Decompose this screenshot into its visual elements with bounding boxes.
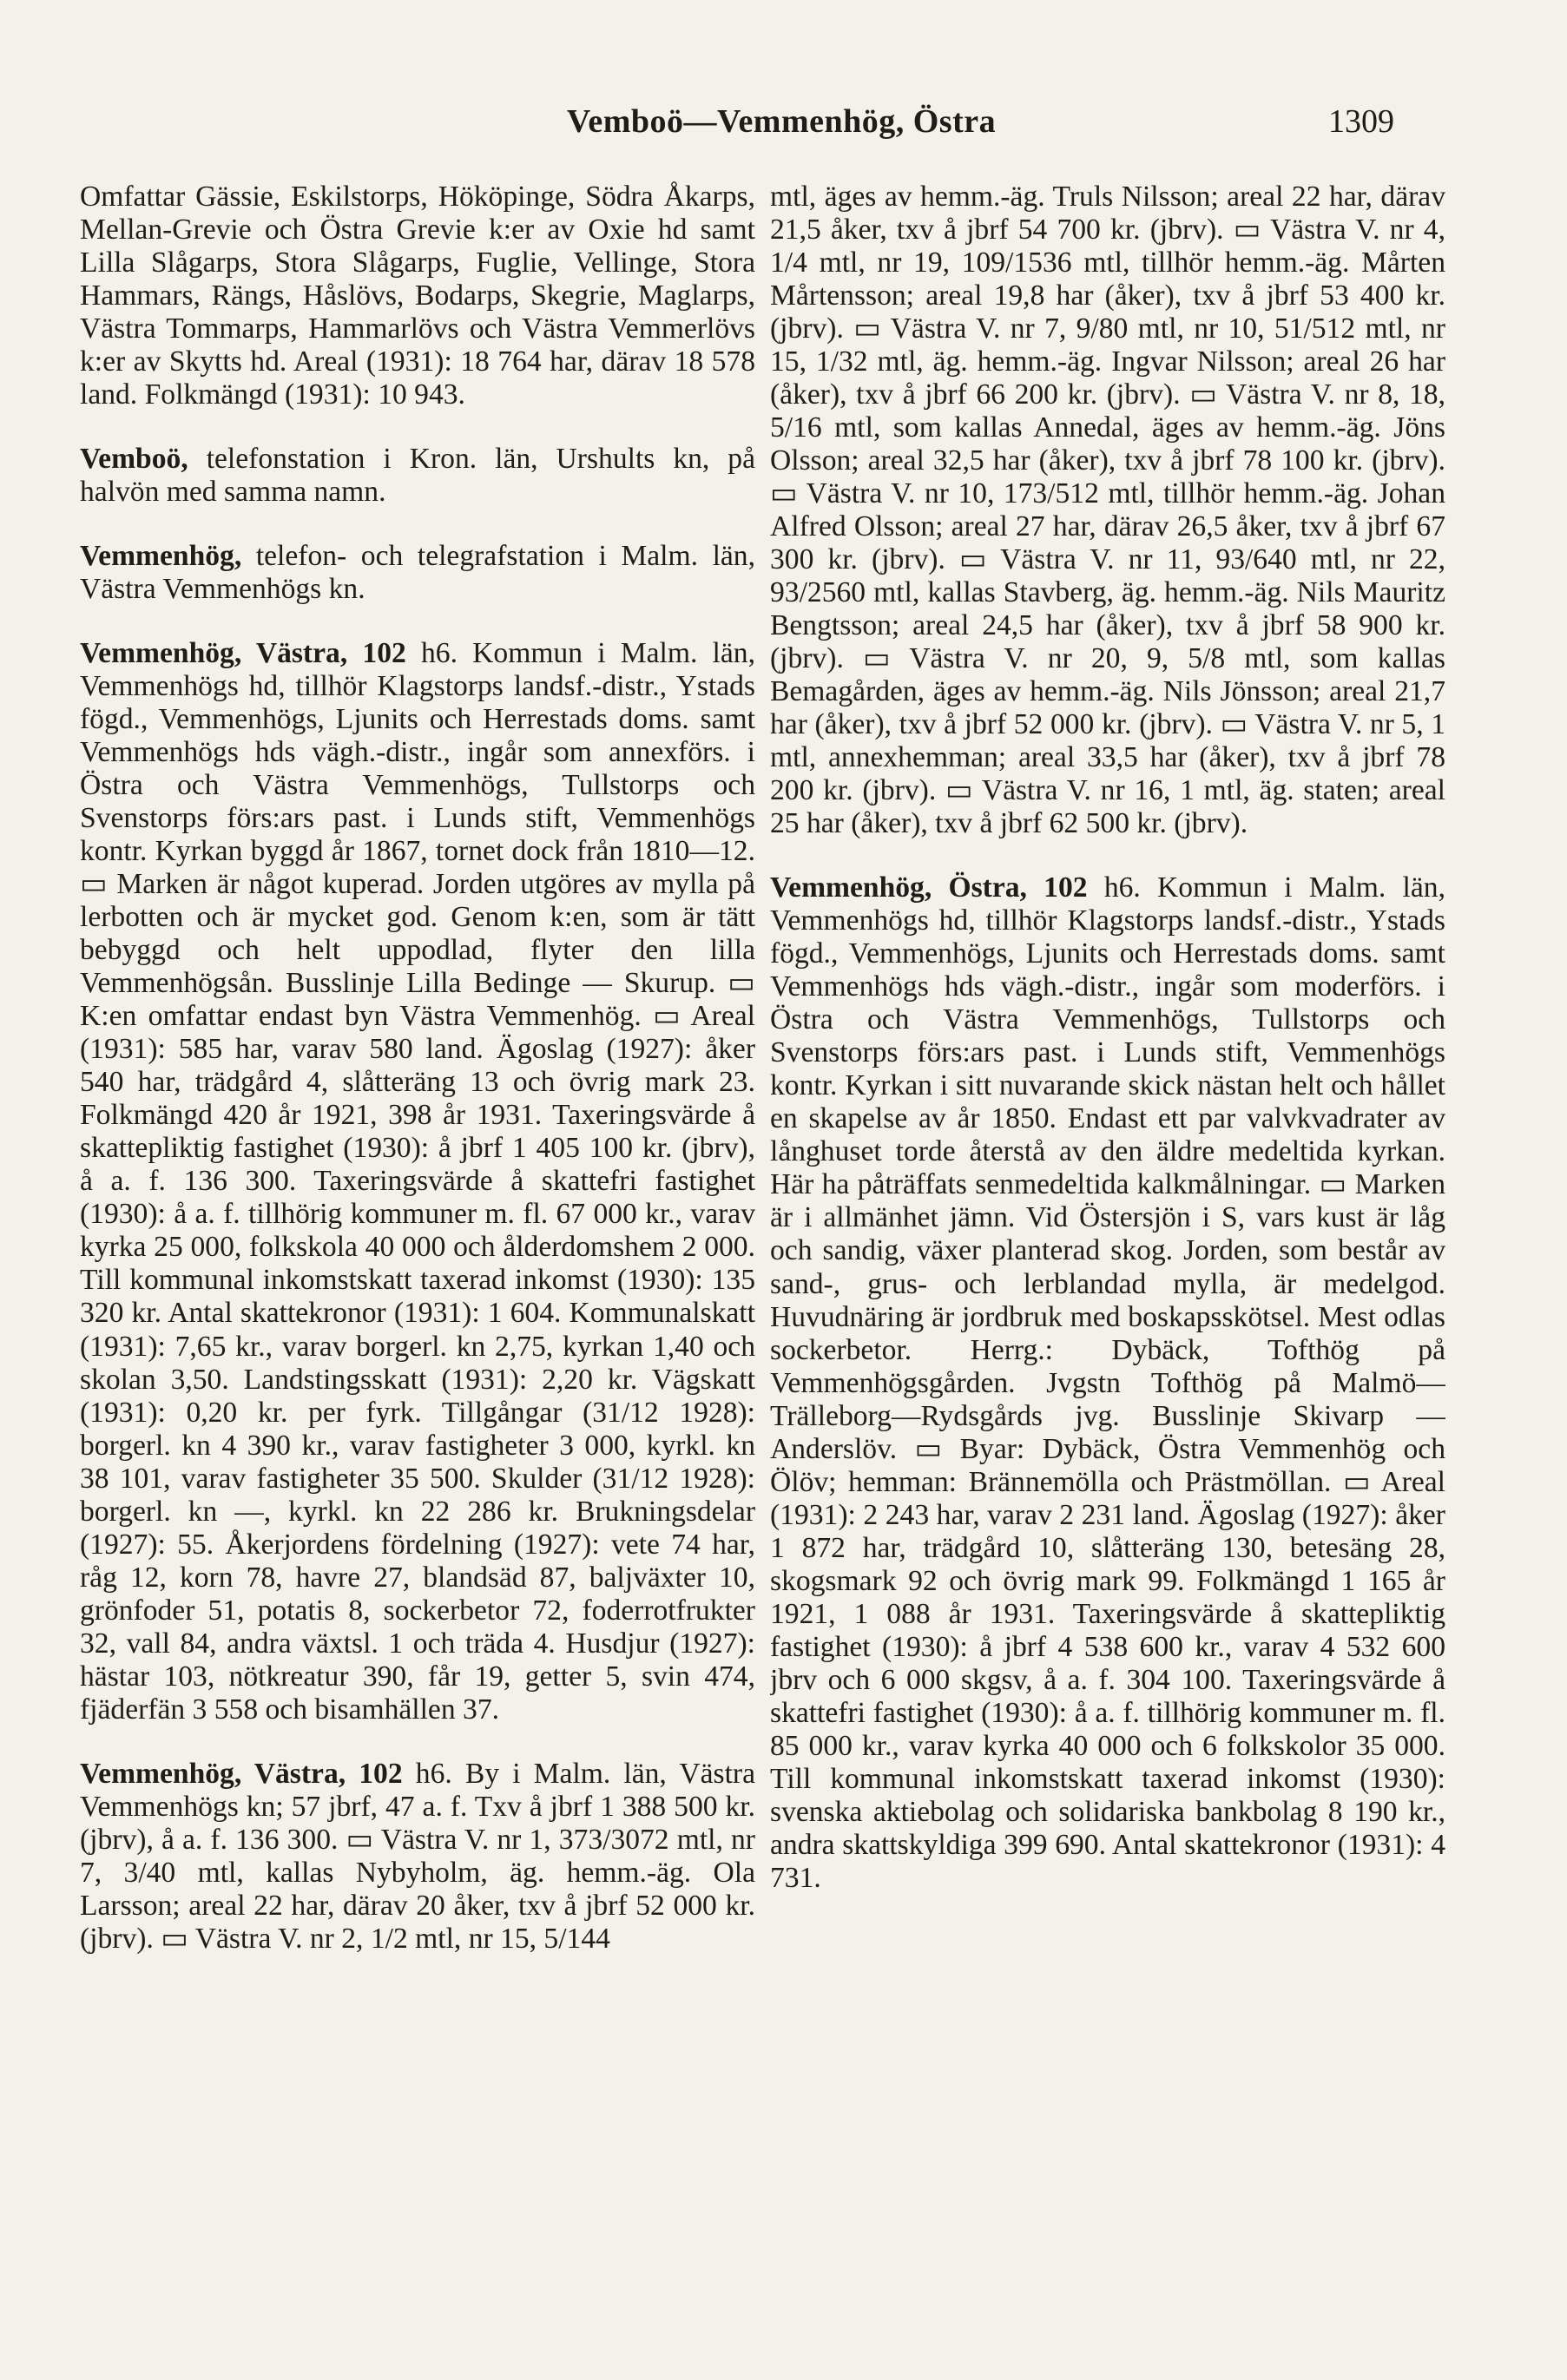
entry-text: h6. Kommun i Malm. län, Vemmenhögs hd, tillhör Klagstorps landsf.-distr., Ystads fögd., Vemmenhögs, Ljunits och Herrestads doms. samt Vemmenhögs hds vägh.-distr., ingår som moderförs. i Östra och Västra Vemmenhögs, Tullstorps och Svenstorps förs:ars past. i Lunds stift, Vemmenhögs kontr. Kyrkan i sitt nuvarande skick nästan helt och hållet en skapelse av år 1850. Endast ett par valvkvadrater av långhuset torde återstå av den äldre medeltida kyrkan. Här ha påträffats senmedeltida kalkmålningar. ▭ Marken är i allmänhet jämn. Vid Östersjön i S, vars kust är låg och sandig, växer planterad skog. Jorden, som består av sand-, grus- och lerblandad mylla, är medelgod. Huvudnäring är jordbruk med boskapsskötsel. Mest odlas sockerbetor. Herrg.: Dybäck, Tofthög på Vemmenhögsgården. Jvgstn Tofthög på Malmö—Trälleborg—Rydsgårds jvg. Busslinje Skivarp — Anderslöv. ▭ Byar: Dybäck, Östra Vemmenhög och Ölöv; hemman: Brännemölla och Prästmöllan. ▭ Areal (1931): 2 243 har, varav 2 231 land. Ägoslag (1927): åker 1 872 har, trädgård 10, slåtteräng 130, betesäng 28, skogsmark 92 och övrig mark 99. Folkmängd 1 165 år 1921, 1 088 år 1931. Taxeringsvärde å skattepliktig fastighet (1930): å jbrf 4 538 600 kr., varav 4 532 600 jbrv och 6 000 skgsv, å a. f. 304 100. Taxeringsvärde å skattefri fastighet (1930): å a. f. tillhörig kommuner m. fl. 85 000 kr., varav kyrka 40 000 och 6 folkskolor 35 000. Till kommunal inkomstskatt taxerad inkomst (1930): svenska aktiebolag och solidariska bankbolag 8 190 kr., andra skattskyldiga 399 690. Antal skattekronor (1931): 4 731. (770, 871, 1445, 1894)
page-header (0, 102, 1567, 155)
entry-vemmenhog-ostra (770, 871, 1445, 1894)
running-head: Vemboö—Vemmenhög, Östra (566, 103, 997, 140)
left-column (80, 181, 755, 2316)
entry-headword: Vemmenhög, Västra, 102 (80, 1757, 403, 1790)
entry-vemmenhog-vastra-by (80, 1758, 755, 1956)
entry-text: h6. By i Malm. län, Västra Vemmenhögs kn; 57 jbrf, 47 a. f. Txv å jbrf 1 388 500 kr. (jbrv), å a. f. 136 300. ▭ Västra V. nr 1, 373/3072 mtl, nr 7, 3/40 mtl, kallas Nybyholm, äg. hemm.-äg. Ola Larsson; areal 22 har, därav 20 åker, txv å jbrf 52 000 kr. (jbrv). ▭ Västra V. nr 2, 1/2 mtl, nr 15, 5/144 (80, 1757, 755, 1955)
entry-paragraph (80, 181, 755, 411)
entry-text: h6. Kommun i Malm. län, Vemmenhögs hd, tillhör Klagstorps landsf.-distr., Ystads fögd., Vemmenhögs, Ljunits och Herrestads doms. samt Vemmenhögs hds vägh.-distr., ingår som annexförs. i Östra och Västra Vemmenhögs, Tullstorps och Svenstorps förs:ars past. i Lunds stift, Vemmenhögs kontr. Kyrkan byggd år 1867, tornet dock från 1810—12. ▭ Marken är något kuperad. Jorden utgöres av mylla på lerbotten och är mycket god. Genom k:en, som är tätt bebyggd och helt uppodlad, flyter den lilla Vemmenhögsån. Busslinje Lilla Bedinge — Skurup. ▭ K:en omfattar endast byn Västra Vemmenhög. ▭ Areal (1931): 585 har, varav 580 land. Ägoslag (1927): åker 540 har, trädgård 4, slåtteräng 13 och övrig mark 23. Folkmängd 420 år 1921, 398 år 1931. Taxeringsvärde å skattepliktig fastighet (1930): å jbrf 1 405 100 kr. (jbrv), å a. f. 136 300. Taxeringsvärde å skattefri fastighet (1930): å a. f. tillhörig kommuner m. fl. 67 000 kr., varav kyrka 25 000, folkskola 40 000 och ålderdomshem 2 000. Till kommunal inkomstskatt taxerad inkomst (1930): 135 320 kr. Antal skattekronor (1931): 1 604. Kommunalskatt (1931): 7,65 kr., varav borgerl. kn 2,75, kyrkan 1,40 och skolan 3,50. Landstingsskatt (1931): 2,20 kr. Vägskatt (1931): 0,20 kr. per fyrk. Tillgångar (31/12 1928): borgerl. kn 4 390 kr., varav fastigheter 3 000, kyrkl. kn 38 101, varav fastigheter 35 500. Skulder (31/12 1928): borgerl. kn —, kyrkl. kn 22 286 kr. Brukningsdelar (1927): 55. Åkerjordens fördelning (1927): vete 74 har, råg 12, korn 78, havre 27, blandsäd 87, baljväxter 10, grönfoder 51, potatis 8, sockerbetor 72, foderrotfrukter 32, vall 84, andra växtsl. 1 och träda 4. Husdjur (1927): hästar 103, nötkreatur 390, får 19, getter 5, svin 474, fjäderfän 3 558 och bisamhällen 37. (80, 637, 755, 1726)
entry-text: telefonstation i Kron. län, Urshults kn, på halvön med samma namn. (80, 443, 755, 509)
entry-continuation (770, 181, 1445, 840)
entry-text: mtl, äges av hemm.-äg. Truls Nilsson; areal 22 har, därav 21,5 åker, txv å jbrf 54 700 kr. (jbrv). ▭ Västra V. nr 4, 1/4 mtl, nr 19, 109/1536 mtl, tillhör hemm.-äg. Mårten Mårtensson; areal 19,8 har (åker), txv å jbrf 53 400 kr. (jbrv). ▭ Västra V. nr 7, 9/80 mtl, nr 10, 51/512 mtl, nr 15, 1/32 mtl, äg. hemm.-äg. Ingvar Nilsson; areal 26 har (åker), txv å jbrf 66 200 kr. (jbrv). ▭ Västra V. nr 8, 18, 5/16 mtl, som kallas Annedal, äges av hemm.-äg. Jöns Olsson; areal 32,5 har (åker), txv å jbrf 78 100 kr. (jbrv). ▭ Västra V. nr 10, 173/512 mtl, tillhör hemm.-äg. Johan Alfred Olsson; areal 27 har, därav 26,5 åker, txv å jbrf 67 300 kr. (jbrv). ▭ Västra V. nr 11, 93/640 mtl, nr 22, 93/2560 mtl, kallas Stavberg, äg. hemm.-äg. Nils Mauritz Bengtsson; areal 24,5 har (åker), txv å jbrf 58 900 kr. (jbrv). ▭ Västra V. nr 20, 9, 5/8 mtl, som kallas Bemagården, äges av hemm.-äg. Nils Jönsson; areal 21,7 har (åker), txv å jbrf 52 000 kr. (jbrv). ▭ Västra V. nr 5, 1 mtl, annexhemman; areal 33,5 har (åker), txv å jbrf 78 200 kr. (jbrv). ▭ Västra V. nr 16, 1 mtl, äg. staten; areal 25 har (åker), txv å jbrf 62 500 kr. (jbrv). (770, 181, 1445, 840)
entry-vemboo (80, 443, 755, 509)
entry-text: Omfattar Gässie, Eskilstorps, Hököpinge, Södra Åkarps, Mellan-Grevie och Östra Grevie k:er av Oxie hd samt Lilla Slågarps, Stora Slågarps, Fuglie, Vellinge, Stora Hammars, Rängs, Håslövs, Bodarps, Skegrie, Maglarps, Västra Tommarps, Hammarlövs och Västra Vemmerlövs k:er av Skytts hd. Areal (1931): 18 764 har, därav 18 578 land. Folkmängd (1931): 10 943. (80, 181, 755, 411)
page-number: 1309 (1328, 103, 1394, 140)
entry-vemmenhog-vastra-kommun (80, 637, 755, 1726)
right-column (770, 181, 1445, 2316)
entry-vemmenhog (80, 540, 755, 606)
entry-headword: Vemmenhög, (80, 540, 242, 573)
entry-headword: Vemmenhög, Östra, 102 (770, 871, 1088, 904)
entry-text: telefon- och telegrafstation i Malm. län, Västra Vemmenhögs kn. (80, 540, 755, 606)
entry-headword: Vemboö, (80, 443, 188, 476)
entry-headword: Vemmenhög, Västra, 102 (80, 637, 406, 670)
